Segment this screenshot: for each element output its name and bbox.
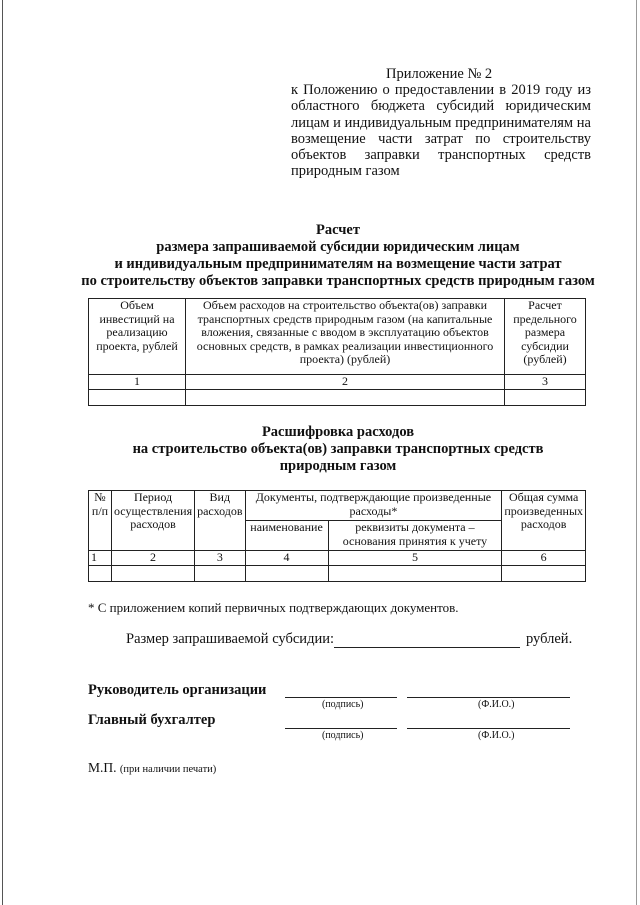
empty-cell[interactable] [112, 565, 195, 581]
header-document-name: наименование [245, 521, 328, 551]
header-total-amount: Общая сумма произведенных расходов [502, 491, 586, 551]
header-subsidy-limit: Расчет предельного размера субсидии (рублей) [505, 299, 586, 375]
empty-cell[interactable] [186, 389, 505, 405]
empty-cell[interactable] [89, 565, 112, 581]
calculation-title-line: и индивидуальным предпринимателям на возмещение части затрат [114, 256, 562, 272]
expense-breakdown-title-line: Расшифровка расходов [261, 424, 415, 440]
column-number: 6 [502, 551, 586, 566]
accountant-name-caption: (Ф.И.О.) [478, 730, 515, 741]
empty-cell[interactable] [328, 565, 502, 581]
empty-cell[interactable] [505, 389, 586, 405]
head-of-organization-label: Руководитель организации [88, 682, 267, 698]
column-number: 2 [112, 551, 195, 566]
head-name-caption: (Ф.И.О.) [478, 699, 515, 710]
head-signature-line[interactable] [285, 697, 397, 698]
calculation-title [60, 222, 616, 290]
header-documents: Документы, подтверждающие произведенные расходы* [245, 491, 502, 521]
column-number: 1 [89, 375, 186, 390]
column-number: 3 [195, 551, 245, 566]
calculation-table-header-row [89, 299, 586, 375]
calculation-table [88, 298, 586, 406]
header-investment-volume: Объем инвестиций на реализацию проекта, рублей [89, 299, 186, 375]
stamp-note: (при наличии печати) [119, 764, 217, 775]
page-edge-right [636, 0, 637, 905]
expense-breakdown-title [60, 424, 616, 475]
chief-accountant-label: Главный бухгалтер [88, 712, 216, 728]
expense-table-number-row [89, 551, 586, 566]
calculation-title-line: размера запрашиваемой субсидии юридическим лицам [156, 239, 520, 255]
accountant-name-line[interactable] [407, 728, 570, 729]
calculation-table-number-row [89, 375, 586, 390]
expense-breakdown-table [88, 490, 586, 582]
subsidy-unit: рублей. [526, 631, 573, 647]
empty-cell[interactable] [502, 565, 586, 581]
expense-table-header-row [89, 491, 586, 521]
subsidy-amount-line [126, 631, 572, 648]
column-number: 5 [328, 551, 502, 566]
expense-breakdown-title-line: на строительство объекта(ов) заправки транспортных средств [132, 441, 544, 457]
page-edge-left [2, 0, 3, 905]
column-number: 1 [89, 551, 112, 566]
column-number: 4 [245, 551, 328, 566]
column-number: 3 [505, 375, 586, 390]
header-period: Период осуществления расходов [112, 491, 195, 551]
stamp-place [88, 760, 216, 776]
header-row-number: № п/п [89, 491, 112, 551]
column-number: 2 [186, 375, 505, 390]
calculation-title-line: по строительству объектов заправки транспортных средств природным газом [81, 273, 595, 289]
expense-breakdown-title-line: природным газом [279, 458, 397, 474]
header-expense-volume: Объем расходов на строительство объекта(ов) заправки транспортных средств природным газом (на капитальные вложения, связанные с вводом в эксплуатацию объектов основных средств, в рамках реализации инвестиционного проекта) (рублей) [186, 299, 505, 375]
header-document-requisites: реквизиты документа – основания принятия к учету [328, 521, 502, 551]
empty-cell[interactable] [195, 565, 245, 581]
calculation-title-line: Расчет [316, 222, 360, 238]
head-signature-caption: (подпись) [322, 699, 364, 710]
calculation-table-empty-row [89, 389, 586, 405]
stamp-label: М.П. [88, 760, 117, 775]
subsidy-amount-field[interactable] [334, 633, 520, 648]
head-name-line[interactable] [407, 697, 570, 698]
appendix-header [291, 66, 591, 179]
appendix-number: Приложение № 2 [386, 66, 493, 82]
empty-cell[interactable] [89, 389, 186, 405]
expense-table-empty-row [89, 565, 586, 581]
empty-cell[interactable] [245, 565, 328, 581]
appendix-text: к Положению о предоставлении в 2019 году из областного бюджета субсидий юридическим лицам и индивидуальным предпринимателям на возмещение части затрат по строительству объектов заправки транспортных средств природным газом [291, 82, 591, 180]
footnote: * С приложением копий первичных подтверждающих документов. [88, 600, 459, 615]
accountant-signature-line[interactable] [285, 728, 397, 729]
header-expense-type: Вид расходов [195, 491, 245, 551]
subsidy-label: Размер запрашиваемой субсидии: [126, 631, 334, 647]
accountant-signature-caption: (подпись) [322, 730, 364, 741]
